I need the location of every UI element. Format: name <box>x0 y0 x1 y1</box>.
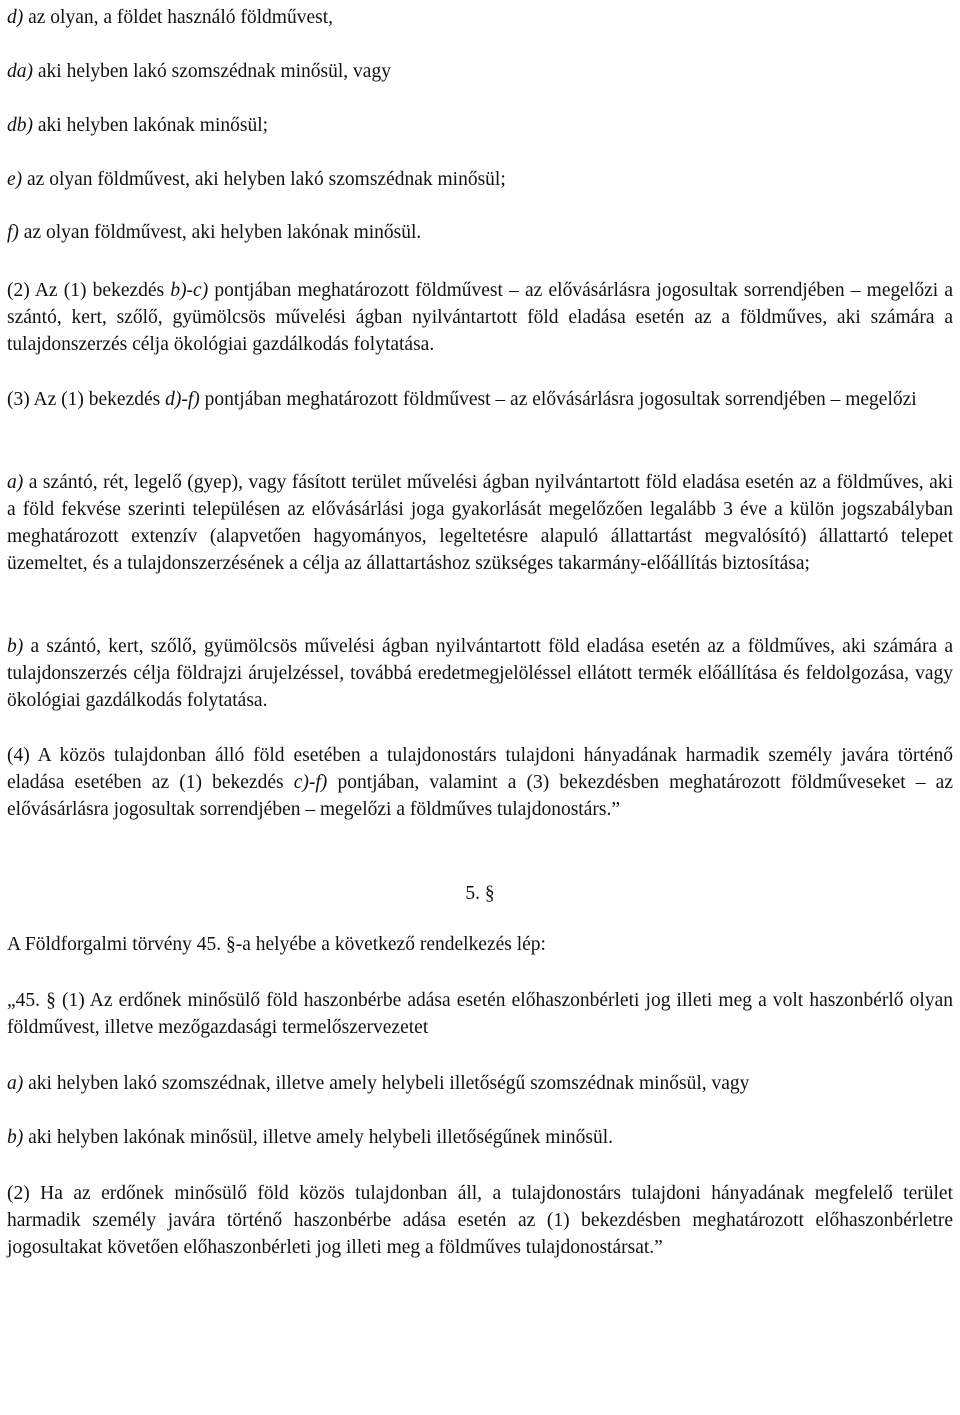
section-45-item-a: a) aki helyben lakó szomszédnak, illetve amely helybeli illetőségű szomszédnak minősül, vagy <box>7 1073 750 1094</box>
paragraph-3-a: a) a szántó, rét, legelő (gyep), vagy fásított terület művelési ágban nyilvántartott föld eladása esetén az a földműves, aki a föld fekvése szerinti településen az elővásárlási joga gyakorlását megelőzően legalább 3 éve a külön jogszabályban meghatározott extenzív (alapvetően hagyományos, legeltetésre alapuló állattartást megvalósító) állattartó telepet üzemeltet, és a tulajdonszerzésének a célja az állattartáshoz szükséges takarmány-előállítás biztosítása; <box>7 472 953 574</box>
section-heading: 5. § <box>465 883 495 904</box>
intro-line: A Földforgalmi törvény 45. §-a helyébe a következő rendelkezés lép: <box>7 934 546 955</box>
item-e: e) az olyan földművest, aki helyben lakó szomszédnak minősül; <box>7 169 506 190</box>
paragraph-4: (4) A közös tulajdonban álló föld esetében a tulajdonostárs tulajdoni hányadának harmadik személy javára történő eladása esetében az (1) bekezdés c)-f) pontjában, valamint a (3) bekezdésben meghatározott földműveseket – az elővásárlásra jogosultak sorrendjében – megelőzi a földműves tulajdonostárs.” <box>7 745 953 820</box>
item-db: db) aki helyben lakónak minősül; <box>7 115 269 136</box>
item-da: da) aki helyben lakó szomszédnak minősül, vagy <box>7 61 391 82</box>
section-45-paragraph-1: „45. § (1) Az erdőnek minősülő föld haszonbérbe adása esetén előhaszonbérleti jog illeti meg a volt haszonbérlő olyan földművest, illetve mezőgazdasági termelőszervezetet <box>7 990 953 1038</box>
section-45-item-b: b) aki helyben lakónak minősül, illetve amely helybeli illetőségűnek minősül. <box>7 1127 614 1148</box>
paragraph-3-b: b) a szántó, kert, szőlő, gyümölcsös művelési ágban nyilvántartott föld eladása esetén az a földműves, aki számára a tulajdonszerzés célja földrajzi árujelzéssel, továbbá eredetmegjelöléssel ellátott termék előállítása és feldolgozása, vagy ökológiai gazdálkodás folytatása. <box>7 636 953 711</box>
paragraph-2: (2) Az (1) bekezdés b)-c) pontjában meghatározott földművest – az elővásárlásra jogosultak sorrendjében – megelőzi a szántó, kert, szőlő, gyümölcsös művelési ágban nyilvántartott föld eladása esetén az a földműves, aki számára a tulajdonszerzés célja ökológiai gazdálkodás folytatása. <box>7 280 953 355</box>
item-f: f) az olyan földművest, aki helyben lakónak minősül. <box>7 222 422 243</box>
section-45-paragraph-2: (2) Ha az erdőnek minősülő föld közös tulajdonban áll, a tulajdonostárs tulajdoni hányadának megfelelő terület harmadik személy javára történő haszonbérbe adása esetén az (1) bekezdésben meghatározott előhaszonbérletre jogosultakat követően előhaszonbérleti jog illeti meg a földműves tulajdonostársat.” <box>7 1183 953 1258</box>
item-d: d) az olyan, a földet használó földművest, <box>7 7 333 28</box>
paragraph-3: (3) Az (1) bekezdés d)-f) pontjában meghatározott földművest – az elővásárlásra jogosultak sorrendjében – megelőzi <box>7 389 917 410</box>
